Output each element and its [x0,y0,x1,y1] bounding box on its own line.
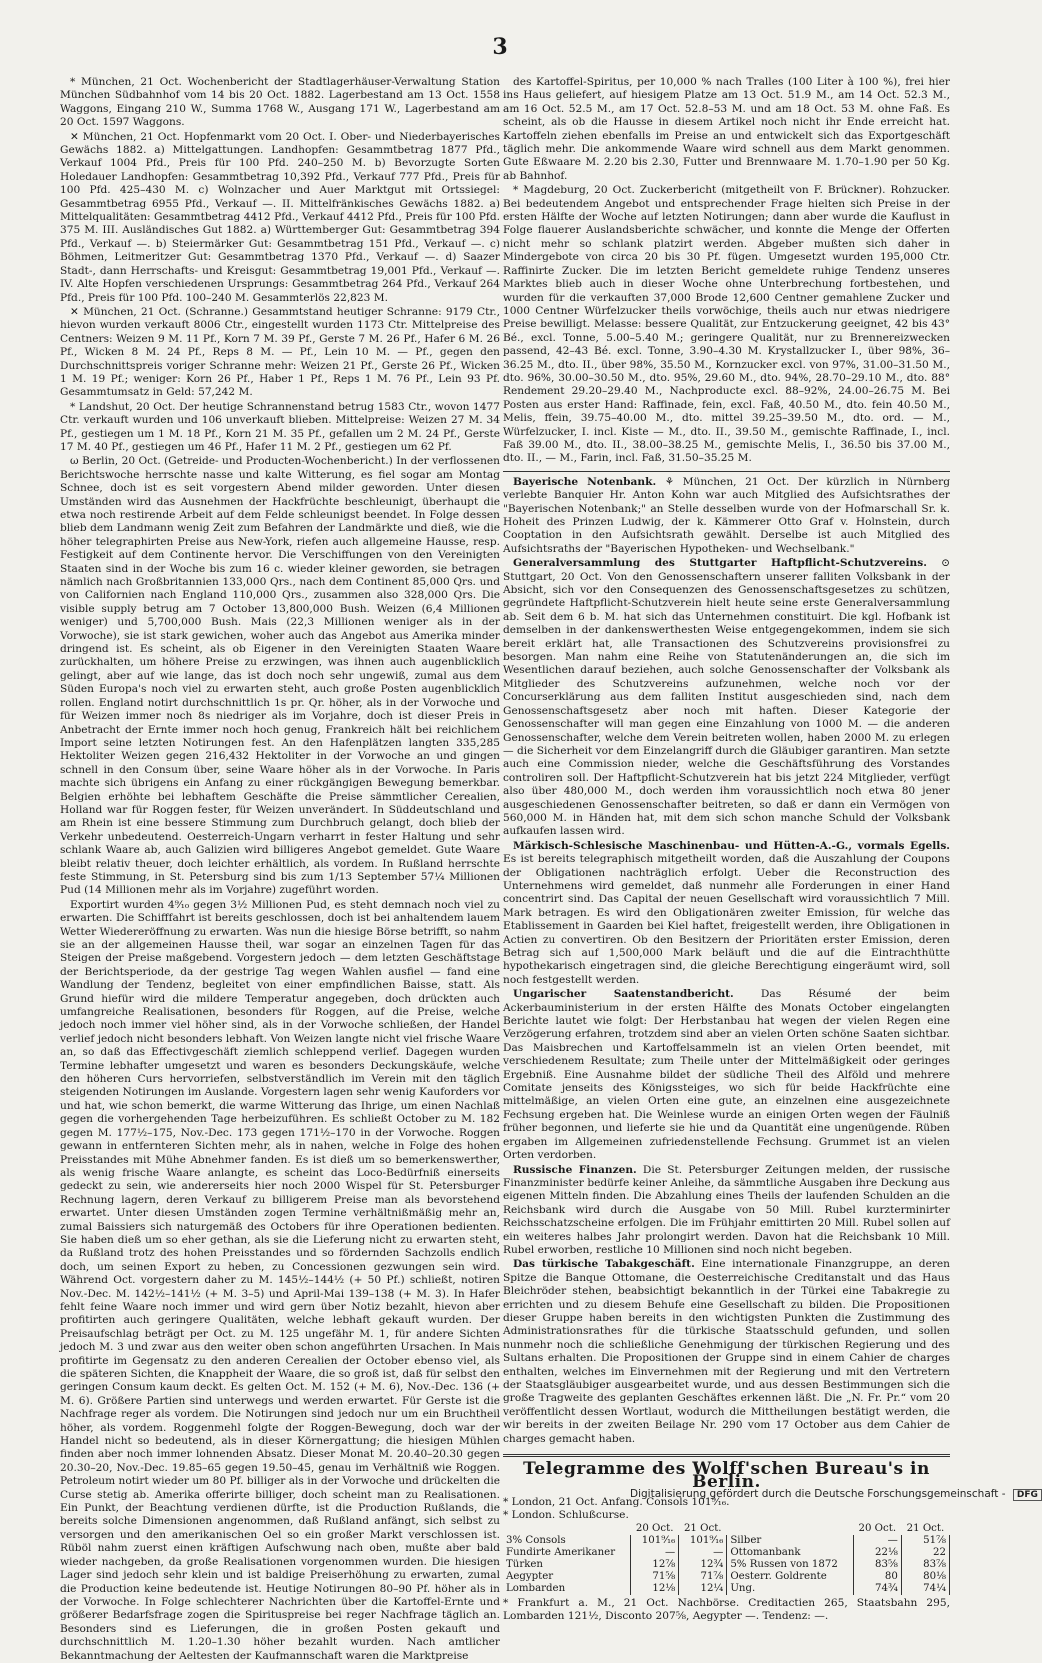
london-closing: * London. Schlußcurse. [503,1509,629,1522]
security-name: Oesterr. Goldrente [730,1570,827,1582]
price-value: 80⅛ [901,1571,949,1583]
price-value: 80 [853,1571,901,1583]
article-landshut: * Landshut, 20 Oct. Der heutige Schrannenstand betrug 1583 Ctr., wovon 1477 Ctr. verkauft wurden und 106 unverkauft blieben. Mittelpreise: Weizen 27 M. 34 Pf., gestiegen um 1 M. 18 Pf., Korn 21 M. 35 Pf., gefallen um 2 M. 24 Pf., Gerste 17 M. 40 Pf., gestiegen um 46 Pf., Hafer 11 M. 2 Pf., gestiegen um 62 Pf. [60,400,500,453]
notice-body: Es ist bereits telegraphisch mitgetheilt worden, daß die Auszahlung der Coupons der Obligationen nachträglich erfolgt. Ueber die Reconstruction des Unternehmens wird gemeldet, daß nunmehr alle Forderungen in einer Hand concentrirt sind. Das Capital der neuen Gesellschaft wird voraussichtlich 7 Mill. Mark betragen. Es wird den Obligationären zweiter Emission, für welche das Etablissement in Gaarden bei Kiel haftet, freigestellt werden, ihre Obligationen in Actien zu convertiren. Ob den Besitzern der Prioritäten erster Emission, deren Betrag sich auf 1,500,000 Mark beläuft und die auf die Eintrachthütte hypothekarisch eingetragen sind, die gleiche Berechtigung eingeräumt wird, soll noch festgestellt werden. [503,853,950,986]
security-name: Fundirte Amerikaner [506,1546,616,1558]
article-muenchen-lagerhaus: * München, 21 Oct. Wochenbericht der Stadtlagerhäuser-Verwaltung Station München Südbahnhof vom 14 bis 20 Oct. 1882. Lagerbestand am 13 Oct. 1558 Waggons, Eingang 210 W., Summa 1768 W., Ausgang 171 W., Lagerbestand am 20 Oct. 1597 Waggons. [60,76,500,129]
notice-title: Ungarischer Saatenstandbericht. [513,988,734,1001]
price-value: 101⁹⁄₁₆ [679,1535,727,1547]
date-header: 21 Oct. [683,1522,722,1534]
price-value: 101⁹⁄₁₆ [631,1535,679,1547]
price-value: 71⅞ [679,1571,727,1583]
security-name: Silber [730,1534,762,1546]
footer-credit [630,1488,1038,1501]
notice-title: Das türkische Tabakgeschäft. [513,1258,695,1271]
section-divider [503,471,950,472]
telegram-title: Telegramme des Wolff'schen Bureau's in Berlin. [523,1459,930,1493]
price-value: — [679,1547,727,1559]
security-name: Ung. [730,1582,756,1594]
article-berlin-fortsetzung: Exportirt wurden 4⁹⁄₁₀ gegen 3½ Millionen Pud, es steht demnach noch viel zu erwarten. Die Schifffahrt ist bereits geschlossen, doch ist bei anhaltendem lauem Wetter Wiedereröffnung zu erwarten. Was nun die hiesige Börse betrifft, so nahm sie an der allgemeinen Hausse theil, war sogar an einzelnen Tagen für das Steigen der Preise maßgebend. Vorgestern jedoch — dem letzten Geschäftstage der Berichtsperiode, da der gestrige Tag wegen Wahlen ausfiel — fand eine Wandlung der Tendenz, begleitet von einer empfindlichen Baisse, statt. Als Grund hiefür wird die mildere Temperatur angegeben, doch drückten auch umfangreiche Realisationen, besonders für Roggen, auf die Preise, welche jedoch noch immer viel höher sind, als in der Vorwoche schließen, der Handel verlief jedoch nicht besonders lebhaft. Von Weizen langte nicht viel frische Waare an, so daß das Effectivgeschäft ziemlich schleppend verlief. Dagegen wurden Termine lebhafter umgesetzt und waren es besonders Deckungskäufe, welche den höheren Curs hervorriefen, selbstverständlich im Verein mit den täglich steigenden Notirungen im Auslande. Vorgestern lagen sehr wenig Kauforders vor und hat, wie schon bemerkt, die warme Witterung das Ihrige, um einen Nachlaß gegen die vorhergehenden Tage herbeizuführen. Es schließt October zu M. 182 gegen M. 177½–175, Nov.-Dec. 173 gegen 171½–170 in der Vorwoche. Roggen gewann in entfernteren Sichten mehr, als in nahen, welche in Folge des hohen Preisstandes mit Mühe Abnehmer fanden. Es ist dieß um so bemerkenswerther, als wenig frische Waare anlangte, es scheint das Loco-Bedürfniß einerseits gedeckt zu sein, wie andererseits hier noch 2000 Wispel für St. Petersburger Rechnung lagern, deren Verkauf zu billigerem Preise man als bevorstehend erwartet. Unter diesen Umständen zogen Termine verhältnißmäßig mehr an, zumal Baissiers sich naturgemäß des Octobers für ihre Operationen bedienten. Sie haben dieß um so eher gethan, als sie die Lieferung nicht zu erwarten steht, da Rußland trotz des hohen Preisstandes und so fördernden Sachzolls endlich doch, um seinen Export zu heben, zu Concessionen gezwungen sein wird. Während Oct. vorgestern daher zu M. 145½–144½ (+ 50 Pf.) schließt, notiren Nov.-Dec. M. 142½–141½ (+ M. 3–5) und April-Mai 139–138 (+ M. 3). In Hafer fehlt feine Waare noch immer und wird gern über Notiz bezahlt, hievon aber profitirten auch geringere Qualitäten, welche lebhaft gekauft wurden. Der Preisaufschlag beträgt per Oct. zu M. 125 ungefähr M. 1, für andere Sichten jedoch M. 3 und zwar aus den weiter oben schon angeführten Ursachen. In Mais profitirte im Gegensatz zu den anderen Cerealien der October ebenso viel, als die späteren Sichten, die Knappheit der Waare, die so groß ist, daß für selbst den geringen Consum kaum deckt. Es gelten Oct. M. 152 (+ M. 6), Nov.-Dec. 136 (+ M. 6). Größere Partien sind unterwegs und werden erwartet. Für Gerste ist die Nachfrage reger als vordem. Die Notirungen sind jedoch nur um ein Bruchtheil höher, als vordem. Roggenmehl folgte der Roggen-Bewegung, doch war der Handel nicht so bedeutend, als in dieser Körnergattung; die hiesigen Mühlen finden aber noch immer lohnenden Absatz. Dieser Monat M. 20.40–20.30 gegen 20.30–20, Nov.-Dec. 19.85–65 gegen 19.50–45, genau im Verhältniß wie Roggen. Petroleum notirt wieder um 80 Pf. billiger als in der Vorwoche und drückelten die Curse stetig ab. Amerika offerirte billiger, doch scheint man zu Realisationen. Ein Punkt, der Beachtung verdienen dürfte, ist die Production Rußlands, die bereits solche Dimensionen angenommen, daß Rußland anfängt, sich selbst zu versorgen und den amerikanischen Oel so ein großer Markt verschlossen ist. Rüböl nahm zuerst einen kräftigen Aufschwung nach oben, mußte aber bald wieder nachgeben, da große Realisationen vorgenommen wurden. Die hiesigen Lager sind jedoch sehr klein und ist baldige Preiserhöhung zu erwarten, zumal die Production keine bedeutende ist. Heutige Notirungen 80–90 Pf. höher als in der Vorwoche. In Folge schlechterer Nachrichten über die Kartoffel-Ernte und größerer Bedarfsfrage zogen die Spirituspreise bei reger Nachfrage täglich an. Besonders sind es Lieferungen, die in großen Posten gekauft und durchschnittlich M. 1.20–1.30 höher bezahlt wurden. Nach amtlicher Bekanntmachung der Aeltesten der Kaufmannschaft waren die Marktpreise [60,898,500,1662]
price-value: — [631,1547,679,1559]
date-header: 20 Oct. [635,1522,674,1534]
notice-title: Märkisch-Schlesische Maschinenbau- und Hütten-A.-G., vormals Egells. [513,839,950,852]
notice-haftpflicht [503,557,950,839]
security-name: 3% Consols [506,1534,566,1546]
article-spiritus: des Kartoffel-Spiritus, per 10,000 % nach Tralles (100 Liter à 100 %), frei hier ins Haus geliefert, auf hiesigem Platze am 13 Oct. 51.9 M., am 14 Oct. 52.3 M., am 16 Oct. 52.5 M., am 17 Oct. 52.8–53 M. und am 18 Oct. 53 M. ohne Faß. Es scheint, als ob die Hausse in diesem Artikel noch nicht ihr Ende erreicht hat. Kartoffeln ziehen ebenfalls im Preise an und entwickelt sich das Exportgeschäft täglich mehr. Die ankommende Waare wird schnell aus dem Markt genommen. Gute Eßwaare M. 2.20 bis 2.30, Futter und Brennwaare M. 1.70–1.90 per 50 Kg. ab Bahnhof. [503,76,950,182]
price-value: 12⅛ [631,1583,679,1595]
table-row [503,1535,950,1547]
security-name: Ottomanbank [730,1546,801,1558]
price-value: 83⅞ [901,1559,949,1571]
notice-maschinenbau [503,840,950,987]
price-value: 22⅛ [853,1547,901,1559]
price-value: 83⅝ [853,1559,901,1571]
article-magdeburg-zucker: * Magdeburg, 20 Oct. Zuckerbericht (mitgetheilt von F. Brückner). Rohzucker. Bei bedeutendem Angebot und entsprechender Frage hielten sich Preise in der ersten Hälfte der Woche auf letzten Notirungen; dann aber wurde die Kauflust in Folge flauerer Auslandsberichte schwächer, und konnte die Menge der Offerten nicht mehr so schlank platzirt werden. Abgeber mußten sich daher in Mindergebote von circa 20 bis 30 Pf. fügen. Umgesetzt wurden 195,000 Ctr. Raffinirte Zucker. Die im letzten Bericht gemeldete ruhige Tendenz unseres Marktes blieb auch in dieser Woche ohne Unterbrechung fortbestehen, und wurden für die verkauften 37,000 Brode 12,600 Centner gemahlene Zucker und 1000 Centner Würfelzucker theils vorwöchige, theils auch nur etwas niedrigere Preise bewilligt. Melasse: bessere Qualität, zur Entzuckerung geeignet, 42 bis 43° Bé., excl. Tonne, 5.00–5.40 M.; geringere Qualität, nur zu Brennereizwecken passend, 42–43 Bé. excl. Tonne, 3.90–4.30 M. Krystallzucker I., über 98%, 36–36.25 M., dto. II., über 98%, 35.50 M., Kornzucker excl. von 97%, 31.00–31.50 M., dto. 96%, 30.00–30.50 M., dto. 95%, 29.60 M., dto. 94%, 28.70–29.10 M., dto. 88° Rendement 29.20–29.40 M., Nachproducte excl. 88–92%, 24.00–26.75 M. Bei Posten aus erster Hand: Raffinade, fein, excl. Faß, 40.50 M., dto. fein 40.50 M., Melis, ffein, 39.75–40.00 M., dto. mittel 39.25–39.50 M., dto. ord. — M., Würfelzucker, I. incl. Kiste — M., dto. II., 39.50 M., gemischte Raffinade, I., incl. Faß 39.00 M., dto. II., 38.00–38.25 M., gemischte Melis, I., 36.50 bis 37.00 M., dto. II., — M., Farin, incl. Faß, 31.50–35.25 M. [503,184,950,465]
price-value: 12⅞ [631,1559,679,1571]
price-value: 51⅞ [901,1535,949,1547]
article-muenchen-schranne: ✕ München, 21 Oct. (Schranne.) Gesammtstand heutiger Schranne: 9179 Ctr., hievon wurden verkauft 8006 Ctr., eingestellt wurden 1173 Ctr. Mittelpreise des Centners: Weizen 9 M. 11 Pf., Korn 7 M. 39 Pf., Gerste 7 M. 26 Pf., Hafer 6 M. 26 Pf., Wicken 8 M. 24 Pf., Reps 8 M. — Pf., Lein 10 M. — Pf., gegen den Durchschnittspreis voriger Schranne mehr: Weizen 21 Pf., Gerste 26 Pf., Wicken 1 M. 19 Pf.; weniger: Korn 26 Pf., Haber 1 Pf., Reps 1 M. 76 Pf., Lein 93 Pf. Gesammtumsatz in Geld: 57,242 M. [60,305,500,399]
notice-body: Eine internationale Finanzgruppe, an deren Spitze die Banque Ottomane, die Oesterreichische Creditanstalt und das Haus Bleichröder stehen, beabsichtigt bekanntlich in der Türkei eine Tabakregie zu errichten und zu diesem Behufe eine Gesellschaft zu bilden. Die Propositionen dieser Gruppe haben bereits in den wichtigsten Punkten die Zustimmung des Administrationsrathes für die türkische Staatsschuld gefunden, und sollen nunmehr noch die schließliche Genehmigung der türkischen Regierung und des Sultans erhalten. Die Propositionen der Gruppe sind in einem Cahier de charges enthalten, welches im Einvernehmen mit der Regierung und mit den Vertretern der Staatsgläubiger ausgearbeitet wurde, und aus dessen Bestimmungen sich die große Tragweite des geplanten Geschäftes erkennen läßt. Die „N. Fr. Pr.“ vom 20 veröffentlicht dessen Wortlaut, wodurch die Mittheilungen bestätigt werden, die wir bereits in der zweiten Beilage Nr. 290 vom 17 October aus dem Cahier de charges gemacht haben. [503,1258,950,1445]
stock-table-header [503,1523,950,1535]
price-value: 74¾ [853,1583,901,1595]
date-header: 21 Oct. [906,1522,945,1534]
london-opening: * London, 21 Oct. Anfang. Consols 101⁹⁄₁₆. [503,1495,730,1508]
notice-title: Russische Finanzen. [513,1163,637,1176]
security-name: 5% Russen von 1872 [730,1558,838,1570]
price-value: 71⅝ [631,1571,679,1583]
right-column [503,76,950,1623]
price-value: 74¼ [901,1583,949,1595]
notice-body: Das Résumé der beim Ackerbauministerium in der ersten Hälfte des Monats October eingelangten Berichte lautet wie folgt: Der Herbstanbau hat wegen der vielen Regen eine Verzögerung erfahren, trotzdem sind aber an vielen Orten schöne Saaten sichtbar. Das Maisbrechen und Kartoffelsammeln ist an vielen Orten beendet, mit verschiedenem Resultate; zum Theile unter der Mittelmäßigkeit oder geringes Ergebniß. Eine Ausnahme bildet der südliche Theil des Alföld und mehrere Comitate jenseits des Königssteiges, wo sich für beide Hackfrüchte eine mittelmäßige, an vielen Orten eine gute, an einzelnen eine ausgezeichnete Fechsung ergeben hat. Die Weinlese wurde an einigen Orten wegen der Fäulniß früher begonnen, und lieferte sie hie und da Quantität eine ungenügende. Rüben ergaben im Allgemeinen zufriedenstellende Fechsung. Grummet ist an vielen Orten verdorben. [503,988,950,1162]
stock-table [503,1523,950,1595]
price-value: 22 [901,1547,949,1559]
telegram-rule [503,1454,950,1457]
article-berlin-bericht: ω Berlin, 20 Oct. (Getreide- und Producten-Wochenbericht.) In der verflossenen Berichtswoche herrschte nasse und kalte Witterung, es fiel sogar am Montag Schnee, doch ist es seit vorgestern Abend milder geworden. Unter diesen Umständen wird das Ausnehmen der Hackfrüchte beschleunigt, überhaupt die etwa noch restirende Arbeit auf dem Felde schleunigst beendet. In Folge dessen blieb dem Landmann wenig Zeit zum Befahren der Landmärkte und dieß, wie die höher telegraphirten Preise aus New-York, riefen auch allgemeine Hausse, resp. Festigkeit auf dem Continente hervor. Die Verschiffungen von den Vereinigten Staaten sind in der Woche bis zum 16 c. wieder kleiner geworden, sie betragen nämlich nach Großbritannien 133,000 Qrs., nach dem Continent 85,000 Qrs. und von Californien nach England 110,000 Qrs., zusammen also 328,000 Qrs. Die visible supply betrug am 7 October 13,800,000 Bush. Weizen (6,4 Millionen weniger) und 5,700,000 Bush. Mais (22,3 Millionen weniger als in der Vorwoche), sie ist stark gewichen, woher auch das Angebot aus Amerika minder dringend ist. Es scheint, als ob Eigener in den Vereinigten Staaten Waare zurückhalten, um höhere Preise zu erzwingen, was ihnen auch augenblicklich gelingt, aber auf wie lange, das ist doch noch sehr ungewiß, zumal aus dem Süden Europa's noch viel zu erwarten steht, auch große Posten augenblicklich rollen. England notirt durchschnittlich 1s pr. Qr. höher, als in der Vorwoche und für Weizen immer noch 8s niedriger als im Vorjahre, doch ist dieser Preis in Anbetracht der Ernte immer noch hoch genug, Frankreich hält bei reichlichem Import seine letzten Notirungen fest. An den Hafenplätzen langten 335,285 Hektoliter Weizen gegen 216,432 Hektoliter in der Vorwoche an und gingen schnell in den Consum über, seine Waare höher als in der Vorwoche. In Paris machte sich übrigens ein Anfang zu einer rückgängigen Bewegung bemerkbar. Belgien erhöhte bei lebhaftem Geschäfte die Preise sämmtlicher Cerealien, Holland war für Roggen fester, für Weizen unverändert. In Süddeutschland und am Rhein ist eine bessere Stimmung zum Durchbruch gelangt, doch blieb der Verkehr unbedeutend. Oesterreich-Ungarn verharrt in fester Haltung und sehr schlank Waare ab, auch Galizien wird billigeres Angebot gemeldet. Gute Waare bleibt relativ theuer, doch leichter erhältlich, als vordem. In Rußland herrschte feste Stimmung, in St. Petersburg sind bis zum 1/13 September 57¼ Millionen Pud (14 Millionen mehr als im Vorjahre) zugeführt worden. [60,455,500,897]
left-column [60,76,500,1662]
table-row [503,1583,950,1595]
security-name: Lombarden [506,1582,566,1594]
price-value: 12¾ [679,1559,727,1571]
notice-body: ⊙ Stuttgart, 20 Oct. Von den Genossenschaftern unserer falliten Volksbank in der Absicht, sich vor den Consequenzen des Genossenschaftsgesetzes zu schützen, gegründete Haftpflicht-Schutzverein hielt heute seine erste Generalversammlung ab. Seit dem 6 b. M. hat sich das Unternehmen constituirt. Die kgl. Hofbank ist demselben in der dankenswerthesten Weise entgegengekommen, indem sie sich bereit erklärt hat, alle Transactionen des Schutzvereins provisionsfrei zu besorgen. Man nahm eine Reihe von Statutenänderungen an, die sich im Wesentlichen darauf beziehen, auch solche Genossenschafter der Volksbank als Mitglieder des Schutzvereins aufzunehmen, welche noch vor der Concurserklärung aus dem falliten Institut ausgeschieden sind, nach dem Genossenschaftsgesetz aber noch mit haften. Dieser Kategorie der Genossenschafter will man gegen eine Einzahlung von 1000 M. — die anderen Genossenschafter, welche dem Verein beitreten wollen, haben 2000 M. zu erlegen — die Sicherheit vor dem Einzelangriff durch die Gläubiger garantiren. Man setzte auch eine Commission nieder, welche die Geschäftsführung des Vorstandes controliren soll. Der Haftpflicht-Schutzverein hat bis jetzt 224 Mitglieder, verfügt also über 480,000 M., doch werden ihm voraussichtlich noch etwa 80 jener ausgeschiedenen Genossenschafter beitreten, so daß er dann ein Vermögen von 560,000 M. in Händen hat, mit dem sich schon manche Schuld der Volksbank aufkaufen lassen wird. [503,557,951,838]
price-value: — [853,1535,901,1547]
security-name: Türken [506,1558,543,1570]
notice-russische-finanzen [503,1164,950,1258]
frankfurt-report: * Frankfurt a. M., 21 Oct. Nachbörse. Creditactien 265, Staatsbahn 295, Lombarden 121½, Disconto 207⅝, Aegypter —. Tendenz: —. [503,1596,950,1623]
price-value: 12¼ [679,1583,727,1595]
notice-tabak [503,1258,950,1446]
article-muenchen-hopfenmarkt: ✕ München, 21 Oct. Hopfenmarkt vom 20 Oct. I. Ober- und Niederbayerisches Gewächs 1882. a) Mittelgattungen. Landhopfen: Gesammtbetrag 1877 Pfd., Verkauf 1004 Pfd., Preis für 100 Pfd. 240–250 M. b) Bevorzugte Sorten Holedauer Landhopfen: Gesammtbetrag 10,392 Pfd., Verkauf 777 Pfd., Preis für 100 Pfd. 425–430 M. c) Wolnzacher und Auer Marktgut mit Ortssiegel: Gesammtbetrag 6955 Pfd., Verkauf —. II. Mittelfränkisches Gewächs 1882. a) Mittelqualitäten: Gesammtbetrag 4412 Pfd., Verkauf 4412 Pfd., Preis für 100 Pfd. 375 M. III. Ausländisches Gut 1882. a) Württemberger Gut: Gesammtbetrag 394 Pfd., Verkauf —. b) Steiermärker Gut: Gesammtbetrag 151 Pfd., Verkauf —. c) Böhmen, Leitmeritzer Gut: Gesammtbetrag 1370 Pfd., Verkauf —. d) Saazer Stadt-, dann Herrschafts- und Kreisgut: Gesammtbetrag 19,001 Pfd., Verkauf —. IV. Alte Hopfen verschiedenen Ursprungs: Gesammtbetrag 264 Pfd., Verkauf 264 Pfd., Preis für 100 Pfd. 100–240 M. Gesammterlös 22,823 M. [60,130,500,304]
notice-title: Generalversammlung des Stuttgarter Haftpflicht-Schutzvereins. [513,557,927,570]
dfg-logo: DFG [1013,1489,1042,1501]
table-row [503,1547,950,1559]
notice-title: Bayerische Notenbank. [513,475,657,488]
notice-body: ⚘ München, 21 Oct. Der kürzlich in Nürnberg verlebte Banquier Hr. Anton Kohn war auch Mitglied des Aufsichtsrathes der "Bayerischen Notenbank;" an Stelle desselben wurde von der Hofmarschall Sr. k. Hoheit des Prinzen Ludwig, der k. Kämmerer Otto Graf v. Holnstein, durch Cooptation in den Aufsichtsrath gewählt. Derselbe ist auch Mitglied des Aufsichtsraths der "Bayerischen Hypotheken- und Wechselbank." [503,475,950,555]
notice-notenbank [503,476,950,556]
security-name: Aegypter [506,1570,554,1582]
table-row [503,1571,950,1583]
notice-saatenstand [503,988,950,1162]
table-row [503,1559,950,1571]
page-number: 3 [492,34,508,60]
footer-text: Digitalisierung gefördert durch die Deutsche Forschungsgemeinschaft - [630,1488,1006,1500]
date-header: 20 Oct. [858,1522,897,1534]
notice-body: Die St. Petersburger Zeitungen melden, der russische Finanzminister bedürfe keiner Anleihe, da sämmtliche Ausgaben ihre Deckung aus eigenen Mitteln finden. Die Abzahlung eines Theils der laufenden Schulden an die Reichsbank wird durch die Ausgabe von 50 Mill. Rubel kurzterminirter Reichsschatzscheine erfolgen. Die im Frühjahr emittirten 20 Mill. Rubel sollen auf ein weiteres halbes Jahr prolongirt werden. Davon hat die Reichsbank 10 Mill. Rubel erworben, restliche 10 Millionen sind noch nicht begeben. [503,1163,951,1256]
